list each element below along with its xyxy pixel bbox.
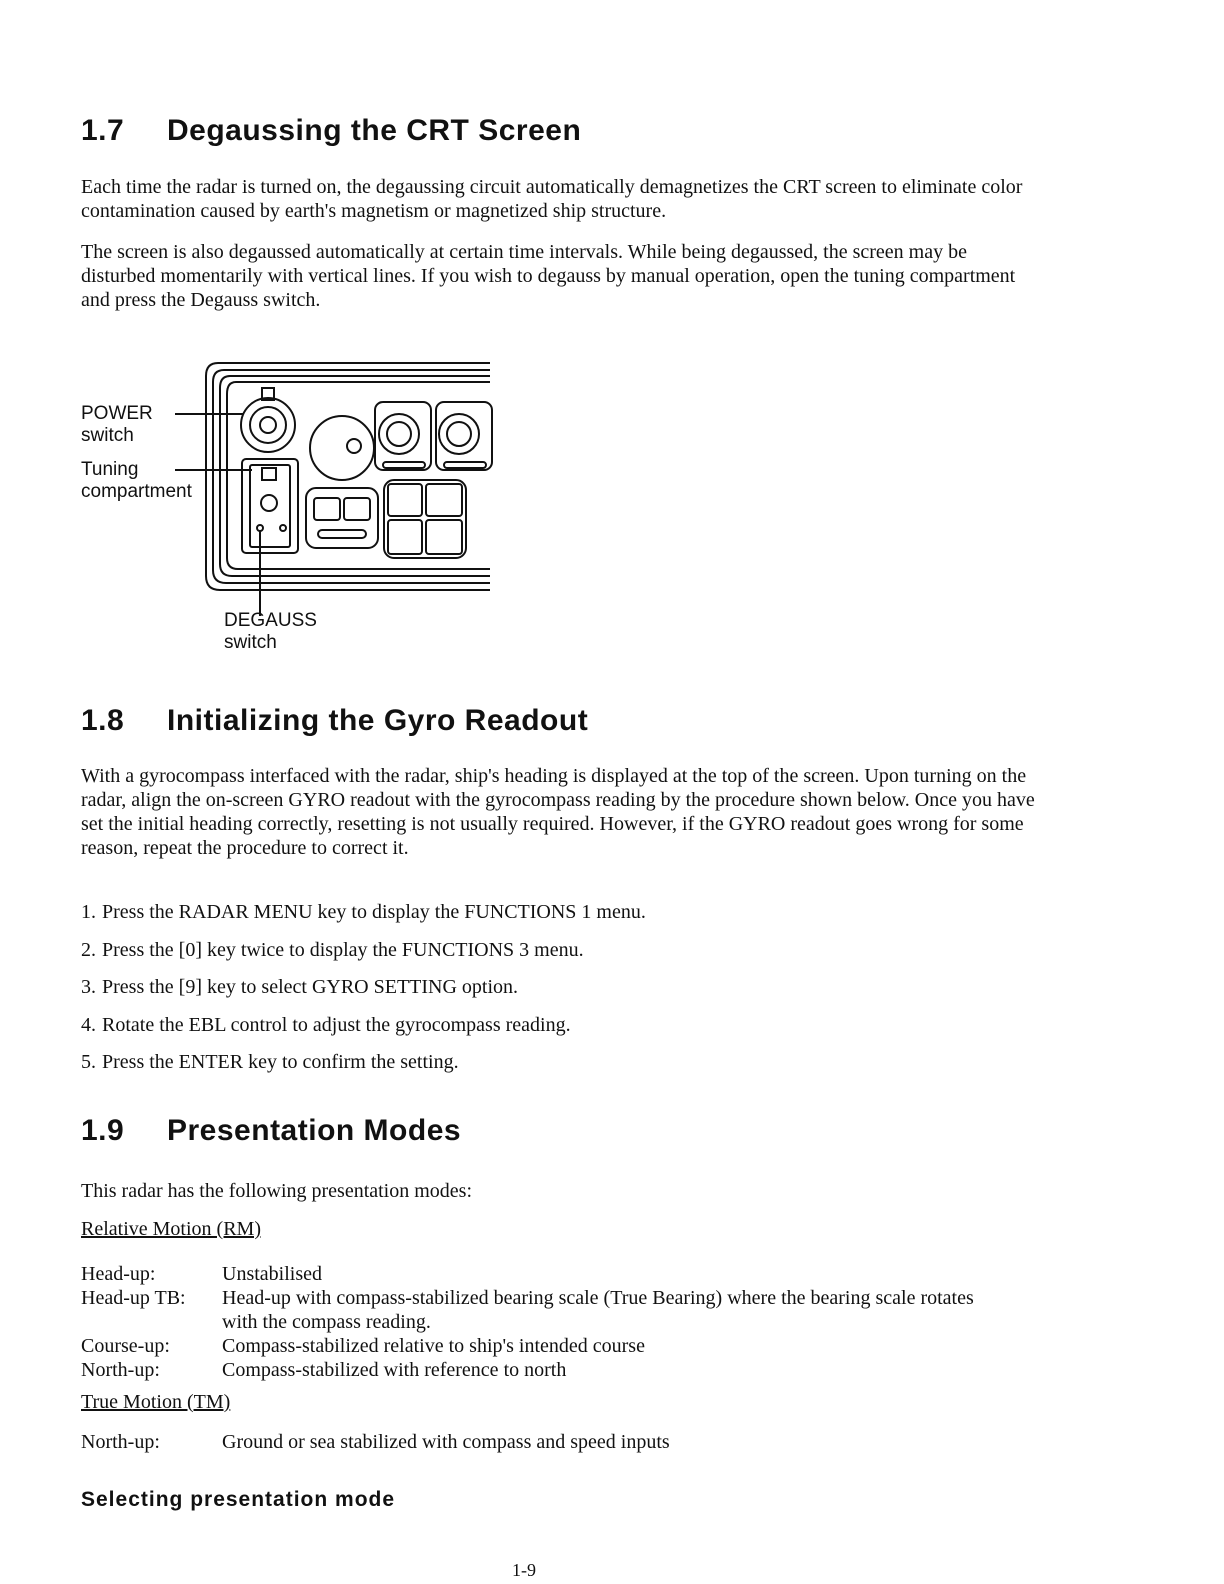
panel-button bbox=[314, 498, 340, 520]
section-number: 1.8 bbox=[81, 704, 125, 737]
section-1-7-heading bbox=[81, 114, 581, 148]
mode-term: Head-up TB: bbox=[81, 1287, 186, 1309]
list-item bbox=[81, 1286, 1012, 1334]
label-line: switch bbox=[81, 425, 134, 446]
small-knob-inner bbox=[387, 422, 411, 446]
tuning-dial bbox=[261, 495, 277, 511]
paragraph: With a gyrocompass interfaced with the radar, ship's heading is displayed at the top of the screen. Upon turning on the radar, align the on-screen GYRO readout with the gyrocompass reading by the procedure shown below. Once you have set the initial heading correctly, resetting is not usually required. However, if the GYRO readout goes wrong for some reason, repeat the procedure to correct it. bbox=[81, 765, 1035, 859]
paragraph: Each time the radar is turned on, the degaussing circuit automatically demagnetizes the CRT screen to eliminate color contamination caused by earth's magnetism or magnetized ship structure. bbox=[81, 176, 1023, 222]
control-panel-figure bbox=[78, 358, 518, 668]
step-text: Press the RADAR MENU key to display the FUNCTIONS 1 menu. bbox=[102, 901, 646, 923]
tuning-compartment-label bbox=[81, 459, 192, 503]
section-number: 1.7 bbox=[81, 114, 125, 147]
list-item bbox=[81, 1013, 646, 1051]
step-text: Press the [9] key to select GYRO SETTING option. bbox=[102, 976, 519, 998]
mode-term: North-up: bbox=[81, 1359, 160, 1381]
step-number: 1. bbox=[81, 901, 96, 923]
power-switch-label bbox=[81, 403, 153, 447]
panel-button bbox=[388, 484, 422, 516]
procedure-steps bbox=[81, 900, 646, 1088]
list-item bbox=[81, 1050, 646, 1088]
knob-label-bar bbox=[444, 462, 486, 468]
degauss-switch-label bbox=[224, 610, 317, 654]
selecting-mode-subheading: Selecting presentation mode bbox=[81, 1488, 396, 1511]
mode-term: Course-up: bbox=[81, 1335, 170, 1357]
step-number: 3. bbox=[81, 976, 96, 998]
mode-description: Unstabilised bbox=[222, 1263, 322, 1285]
mode-description: Compass-stabilized with reference to north bbox=[222, 1359, 567, 1381]
section-title: Presentation Modes bbox=[167, 1114, 462, 1147]
paragraph: The screen is also degaussed automatically at certain time intervals. While being degaussed, the screen may be disturbed momentarily with vertical lines. If you wish to degauss by manual operation, open the tuning compartment and press the Degauss switch. bbox=[81, 241, 1016, 311]
list-item bbox=[81, 1430, 1012, 1454]
tuning-control bbox=[262, 468, 276, 480]
button-label-bar bbox=[318, 530, 366, 538]
tm-mode-list bbox=[81, 1430, 1012, 1454]
mode-description: Ground or sea stabilized with compass and speed inputs bbox=[222, 1431, 670, 1453]
list-item bbox=[81, 1358, 1012, 1382]
paragraph: This radar has the following presentation modes: bbox=[81, 1180, 473, 1202]
small-knob-inner bbox=[447, 422, 471, 446]
panel-button bbox=[426, 484, 462, 516]
label-line: POWER bbox=[81, 403, 153, 424]
label-line: switch bbox=[224, 632, 277, 653]
small-knob bbox=[439, 414, 479, 454]
page-number: 1-9 bbox=[512, 1560, 536, 1580]
step-text: Press the [0] key twice to display the FUNCTIONS 3 menu. bbox=[102, 938, 584, 961]
step-number: 2. bbox=[81, 938, 96, 961]
rm-mode-list bbox=[81, 1262, 1012, 1382]
control-knob-mark bbox=[347, 439, 361, 453]
list-item bbox=[81, 1334, 1012, 1358]
knob-housing bbox=[436, 402, 492, 470]
list-item bbox=[81, 900, 646, 938]
step-text: Rotate the EBL control to adjust the gyrocompass reading. bbox=[102, 1013, 571, 1036]
step-number: 4. bbox=[81, 1013, 96, 1036]
step-text: Press the ENTER key to confirm the setting. bbox=[102, 1051, 459, 1073]
knob-housing bbox=[375, 402, 431, 470]
label-line: compartment bbox=[81, 481, 192, 502]
panel-bezel-outer bbox=[206, 363, 490, 590]
section-title: Degaussing the CRT Screen bbox=[167, 114, 582, 147]
power-switch-center bbox=[260, 417, 276, 433]
mode-description: Compass-stabilized relative to ship's intended course bbox=[222, 1335, 645, 1357]
knob-label-bar bbox=[383, 462, 425, 468]
tuning-screw bbox=[280, 525, 286, 531]
list-item bbox=[81, 975, 646, 1013]
section-1-9-heading bbox=[81, 1114, 461, 1148]
section-number: 1.9 bbox=[81, 1114, 125, 1147]
tuning-compartment-inner bbox=[250, 465, 290, 547]
list-item bbox=[81, 938, 646, 976]
power-switch-knob bbox=[250, 407, 286, 443]
list-item bbox=[81, 1262, 1012, 1286]
label-line: DEGAUSS bbox=[224, 610, 317, 631]
step-number: 5. bbox=[81, 1051, 96, 1073]
rm-subheading: Relative Motion (RM) bbox=[81, 1218, 261, 1240]
section-title: Initializing the Gyro Readout bbox=[167, 704, 589, 737]
label-line: Tuning bbox=[81, 459, 139, 480]
mode-description: Head-up with compass-stabilized bearing scale (True Bearing) where the bearing scale rotates with the compass reading. bbox=[222, 1287, 974, 1333]
section-1-8-heading bbox=[81, 704, 588, 738]
tm-subheading: True Motion (TM) bbox=[81, 1391, 231, 1413]
control-knob bbox=[310, 416, 374, 480]
panel-button bbox=[388, 520, 422, 554]
panel-button bbox=[344, 498, 370, 520]
mode-term: Head-up: bbox=[81, 1263, 156, 1285]
mode-term: North-up: bbox=[81, 1431, 160, 1453]
small-knob bbox=[379, 414, 419, 454]
panel-button bbox=[426, 520, 462, 554]
